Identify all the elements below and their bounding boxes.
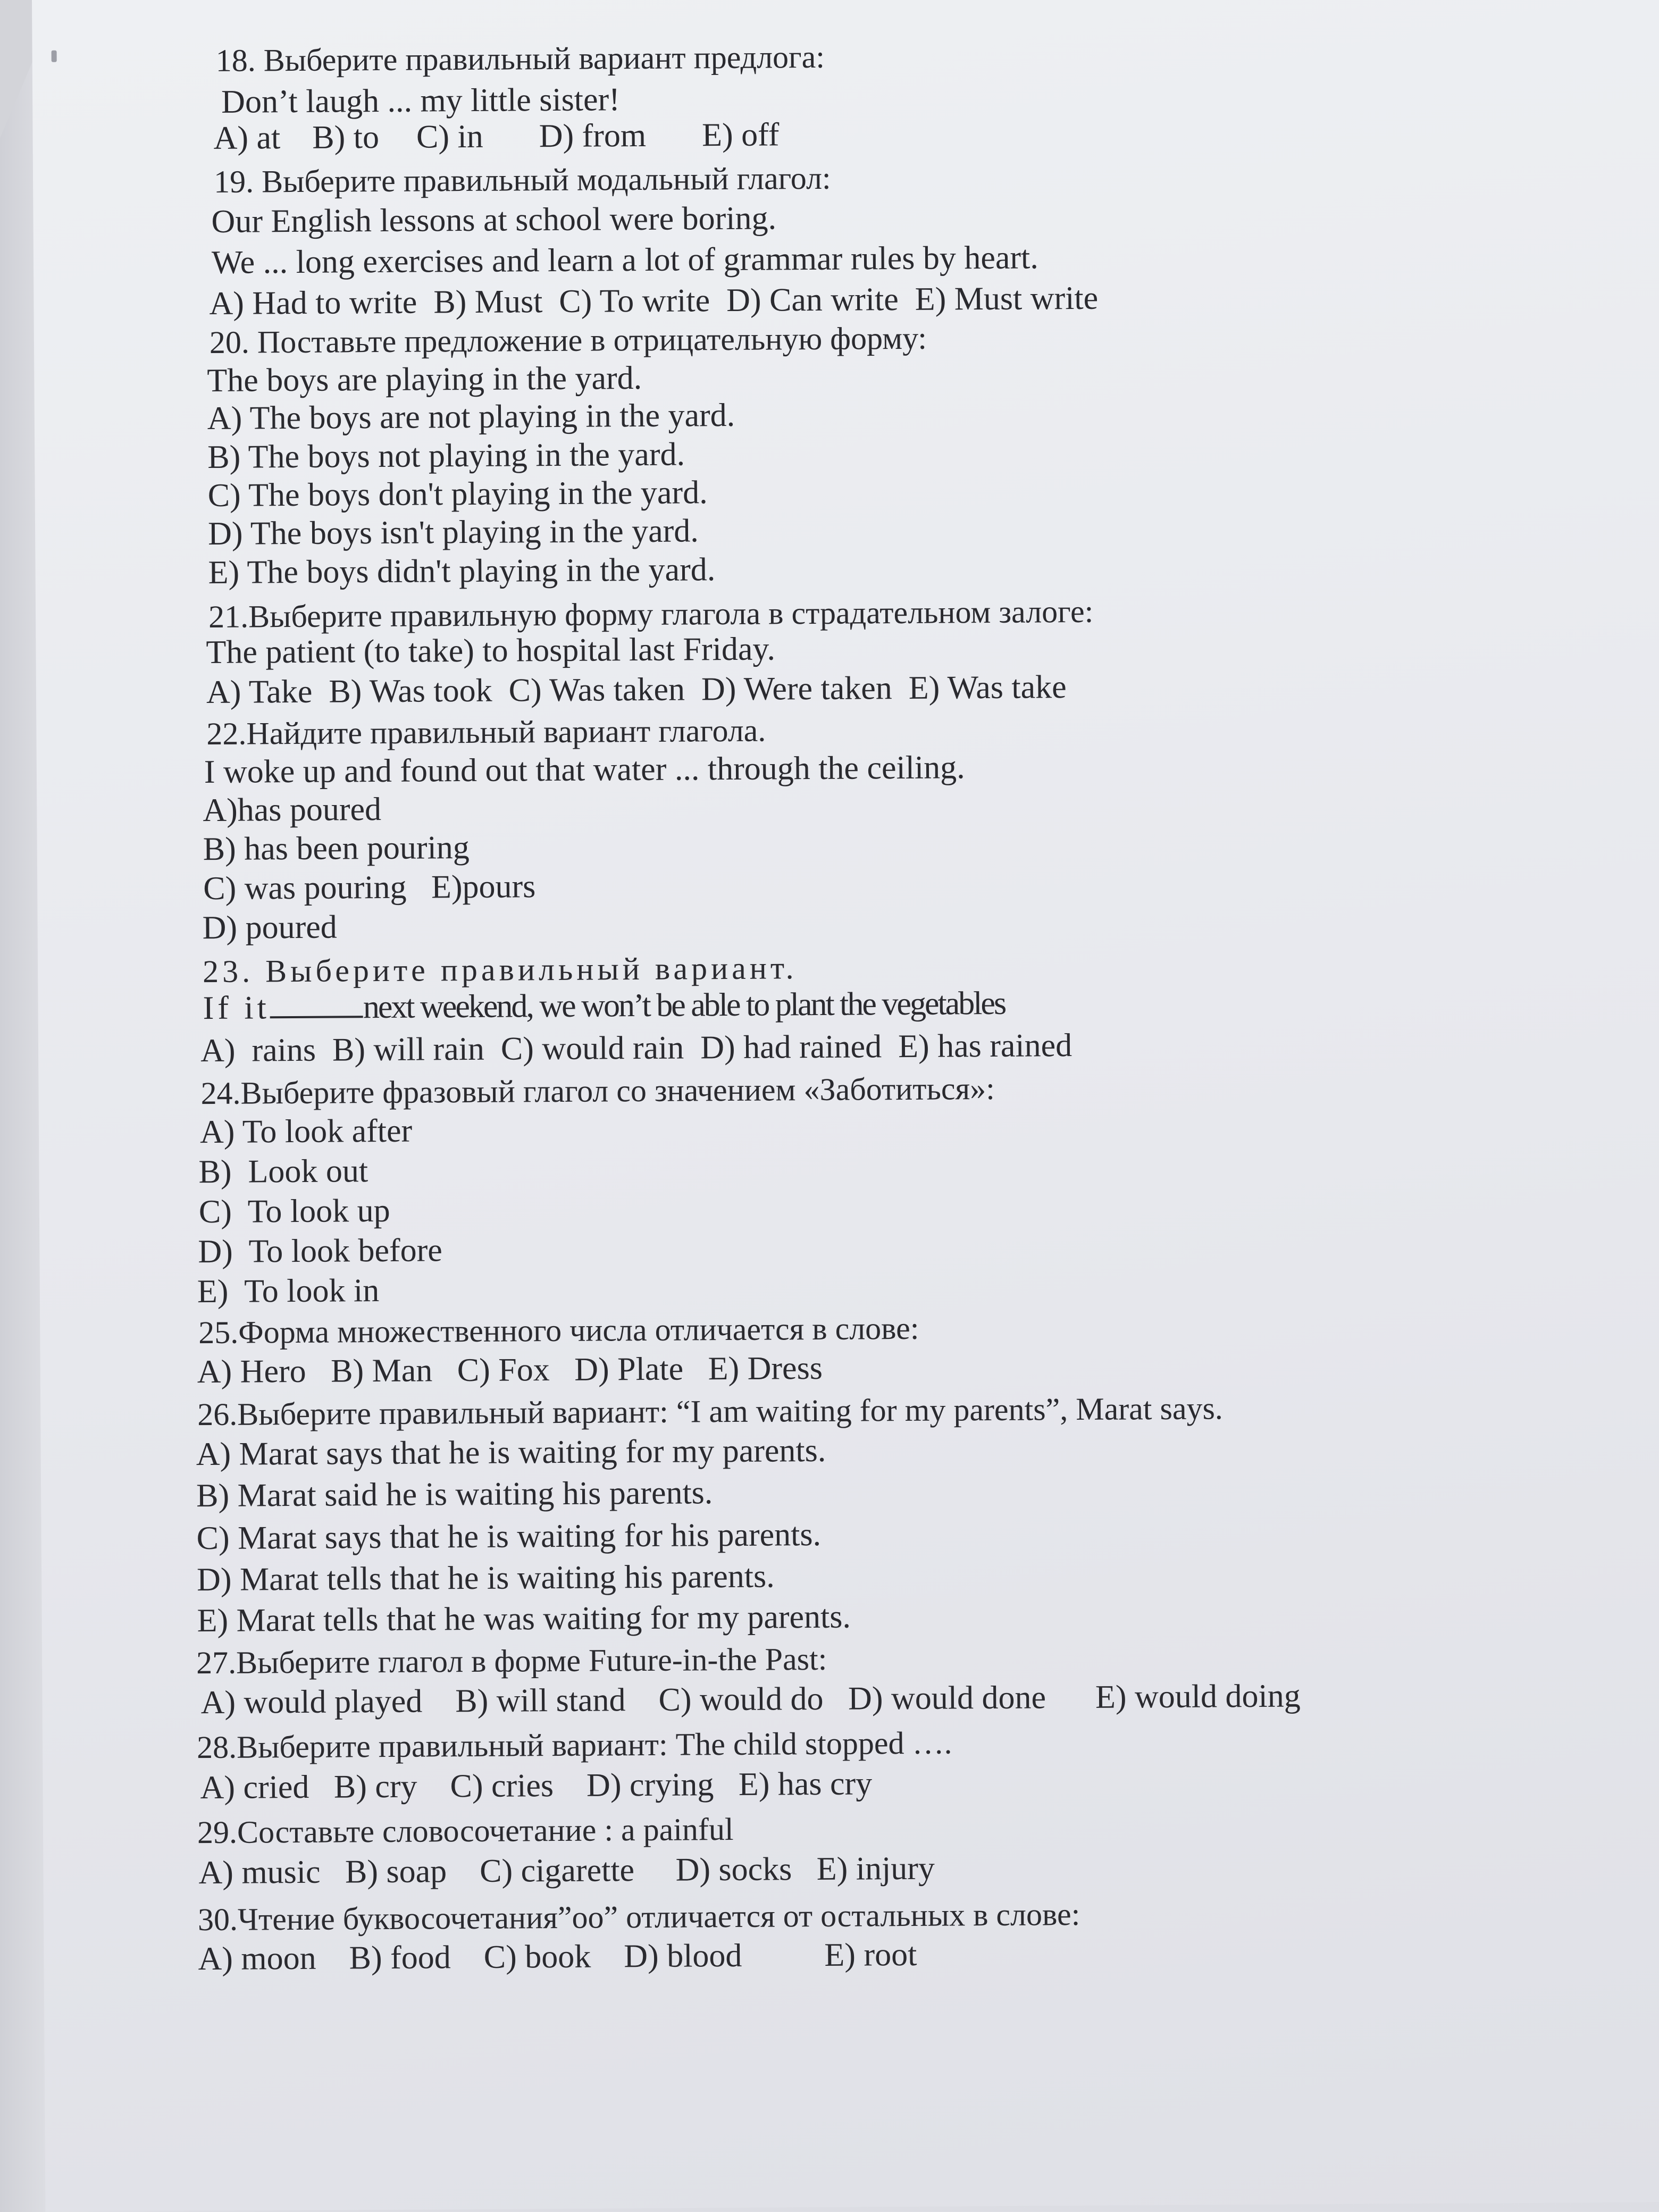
question-24-option-b: B) Look out xyxy=(198,1153,368,1191)
question-27-options: A) would played B) will stand C) would do D) would done E) would doing xyxy=(200,1678,1301,1721)
question-24-option-d: D) To look before xyxy=(198,1232,442,1270)
question-29-options: A) music B) soap C) cigarette D) socks E) injury xyxy=(198,1850,935,1891)
question-20-option-c: C) The boys don't playing in the yard. xyxy=(207,474,708,514)
question-19-stem-1: Our English lessons at school were boring. xyxy=(211,200,777,240)
question-21-stem: The patient (to take) to hospital last Friday. xyxy=(206,631,776,671)
question-25-prompt: 25.Форма множественного числа отличается в слове: xyxy=(198,1310,919,1351)
question-24-prompt: 24.Выберите фразовый глагол со значением «Заботиться»: xyxy=(200,1070,995,1111)
option-e: E) off xyxy=(701,116,780,154)
question-23-options: A) rains B) will rain C) would rain D) had rained E) has rained xyxy=(200,1027,1073,1069)
option-c: C) in xyxy=(416,118,483,155)
question-18-stem: Don’t laugh ... my little sister! xyxy=(221,81,621,120)
question-24-option-e: E) To look in xyxy=(197,1272,380,1310)
question-26-option-e: E) Marat tells that he was waiting for my parents. xyxy=(197,1598,851,1639)
question-20-option-e: E) The boys didn't playing in the yard. xyxy=(208,551,716,591)
question-19-stem-2: We ... long exercises and learn a lot of grammar rules by heart. xyxy=(211,239,1038,281)
question-20-prompt: 20. Поставьте предложение в отрицательную форму: xyxy=(209,320,927,360)
question-30-options: A) moon B) food C) book D) blood E) root xyxy=(198,1936,917,1978)
answer-blank xyxy=(270,989,363,1018)
question-24-option-a: A) To look after xyxy=(199,1112,413,1151)
question-26-option-b: B) Marat said he is waiting his parents. xyxy=(196,1474,713,1514)
question-23-prompt: 23. Выберите правильный вариант. xyxy=(202,950,798,990)
question-26-prompt: 26.Выберите правильный вариант: “I am waiting for my parents”, Marat says. xyxy=(197,1390,1224,1432)
exam-page xyxy=(32,0,1659,2212)
question-24-option-c: C) To look up xyxy=(198,1192,390,1230)
question-26-option-c: C) Marat says that he is waiting for his parents. xyxy=(196,1516,822,1557)
question-21-options: A) Take B) Was took C) Was taken D) Were taken E) Was take xyxy=(206,669,1067,711)
staple-mark xyxy=(52,51,57,62)
question-23-stem: If it next weekend, we won’t be able to plant the vegetables xyxy=(203,985,1006,1027)
question-25-options: A) Hero B) Man C) Fox D) Plate E) Dress xyxy=(197,1350,823,1390)
question-20-option-d: D) The boys isn't playing in the yard. xyxy=(207,513,699,552)
question-30-prompt: 30.Чтение буквосочетания”oo” отличается от остальных в слове: xyxy=(197,1897,1080,1938)
question-22-option-c-e: C) was pouring E)pours xyxy=(203,868,536,907)
question-22-option-b: B) has been pouring xyxy=(203,830,470,868)
question-19-options: A) Had to write B) Must C) To write D) Can write E) Must write xyxy=(209,280,1099,322)
question-22-option-d: D) poured xyxy=(202,909,337,946)
option-b: B) to xyxy=(312,119,380,156)
option-d: D) from xyxy=(539,117,647,155)
question-18-prompt: 18. Выберите правильный вариант предлога: xyxy=(215,39,825,78)
question-20-stem: The boys are playing in the yard. xyxy=(207,360,642,399)
question-20-option-b: B) The boys not playing in the yard. xyxy=(207,436,685,475)
question-19-prompt: 19. Выберите правильный модальный глагол: xyxy=(213,160,831,199)
question-22-prompt: 22.Найдите правильный вариант глагола. xyxy=(206,713,766,752)
question-22-stem: I woke up and found out that water ... through the ceiling. xyxy=(204,749,965,791)
question-26-option-d: D) Marat tells that he is waiting his parents. xyxy=(196,1558,775,1598)
question-29-prompt: 29.Составьте словосочетание : a painful xyxy=(197,1812,734,1850)
question-21-prompt: 21.Выберите правильную форму глагола в страдательном залоге: xyxy=(208,593,1094,634)
question-26-option-a: A) Marat says that he is waiting for my parents. xyxy=(196,1432,826,1473)
question-22-option-a: A)has poured xyxy=(203,791,382,829)
question-28-options: A) cried B) cry C) cries D) crying E) has cry xyxy=(200,1765,873,1806)
question-28-prompt: 28.Выберите правильный вариант: The child stopped …. xyxy=(196,1725,952,1765)
question-20-option-a: A) The boys are not playing in the yard. xyxy=(207,397,735,437)
question-27-prompt: 27.Выберите глагол в форме Future-in-the Past: xyxy=(196,1641,827,1681)
question-18-options xyxy=(213,115,779,157)
option-a: A) at xyxy=(213,120,281,156)
